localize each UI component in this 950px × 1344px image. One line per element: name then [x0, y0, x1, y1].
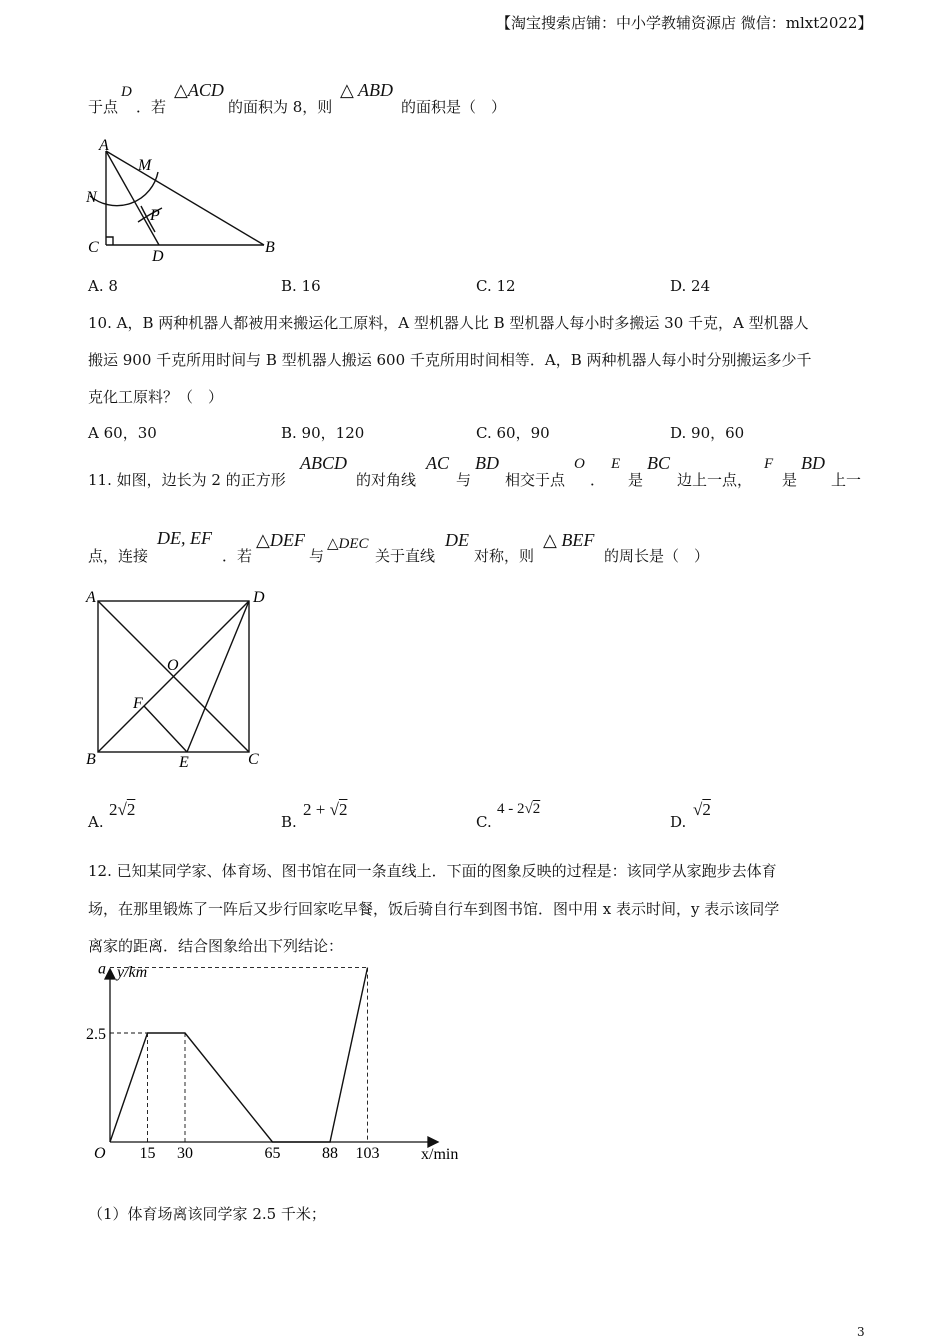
q9-label-p: P	[150, 207, 160, 224]
q11-option-a-expr: 2√2	[109, 800, 136, 819]
q11-var-de-ef: DE, EF	[157, 528, 212, 548]
q11-option-c-rad: 2	[532, 801, 541, 817]
q11-text-14: 对称，则	[474, 547, 535, 565]
q9-var-abd: △ ABD	[340, 80, 394, 100]
q12-line-3: 离家的距离．结合图象给出下列结论：	[88, 937, 344, 955]
q9-option-d: D. 24	[670, 277, 711, 295]
q11-option-a-label: A.	[88, 813, 104, 831]
q11-option-d-expr: √2	[693, 800, 711, 819]
q11-option-c-expr: 4 - 2√2	[497, 801, 541, 817]
page-header: 【淘宝搜索店铺：中小学教辅资源店 微信：mlxt2022】	[496, 14, 873, 32]
q11-var-dec: △DEC	[327, 536, 369, 552]
q11-option-b-label: B.	[281, 813, 297, 831]
q11-label-d: D	[253, 589, 265, 606]
chart-y-axis-arrow	[105, 969, 115, 979]
q11-var-bd-2: BD	[801, 453, 825, 473]
q9-label-c: C	[88, 239, 99, 256]
q9-option-b: B. 16	[281, 277, 321, 295]
q11-text-6: 是	[628, 471, 644, 489]
q10-option-d: D. 90，60	[670, 424, 745, 442]
chart-x-tick-88: 88	[322, 1145, 338, 1162]
chart-series-line	[110, 968, 368, 1142]
q9-var-d: D	[121, 84, 132, 100]
q11-text-3: 与	[456, 471, 472, 489]
chart-y-label: y/km	[117, 964, 148, 981]
q11-var-bef: △ BEF	[543, 530, 595, 550]
q11-var-f: F	[764, 456, 774, 472]
q11-var-def: △DEF	[256, 530, 305, 550]
q11-label-c: C	[248, 751, 259, 768]
q11-text-10: 点，连接	[88, 547, 149, 565]
chart-y-tick-2-5: 2.5	[86, 1026, 106, 1043]
q9-label-n: N	[86, 189, 97, 206]
q11-text-2: 的对角线	[356, 471, 417, 489]
chart-x-tick-103: 103	[355, 1145, 380, 1162]
q9-label-b: B	[265, 239, 275, 256]
q11-option-d-label: D.	[670, 813, 687, 831]
q9-text-3: 的面积为 8，则	[228, 98, 333, 116]
chart-origin-label: O	[94, 1145, 106, 1162]
q12-line-1: 12. 已知某同学家、体育场、图书馆在同一条直线上．下面的图象反映的过程是：该同学从家跑步去体育	[88, 862, 777, 880]
q11-var-de: DE	[445, 530, 469, 550]
q11-text-5: ．	[590, 471, 606, 489]
chart-y-tick-a: a	[98, 960, 106, 978]
q11-var-e: E	[611, 456, 621, 472]
q9-label-m: M	[138, 157, 152, 174]
q11-text-12: 与	[309, 547, 325, 565]
q11-option-b-rad: 2	[338, 800, 348, 819]
q11-option-a-rad: 2	[126, 800, 136, 819]
q10-option-c: C. 60，90	[476, 424, 550, 442]
q11-var-o: O	[574, 456, 585, 472]
q9-text-4: 的面积是（ ）	[401, 98, 507, 116]
q12-conclusion-1: （1）体育场离该同学家 2.5 千米；	[88, 1205, 326, 1223]
q10-line-2: 搬运 900 千克所用时间与 B 型机器人搬运 600 千克所用时间相等．A，B 两种机器人每小时分别搬运多少千	[88, 351, 812, 369]
q11-option-b-expr: 2 + √2	[303, 800, 348, 819]
q10-line-1: 10. A，B 两种机器人都被用来搬运化工原料，A 型机器人比 B 型机器人每小时多搬运 30 千克，A 型机器人	[88, 314, 809, 332]
q9-var-acd: △ACD	[174, 80, 224, 100]
q9-text-2: ．若	[136, 98, 167, 116]
q11-text-1: 11. 如图，边长为 2 的正方形	[88, 471, 286, 489]
q12-line-2: 场，在那里锻炼了一阵后又步行回家吃早餐，饭后骑自行车到图书馆．图中用 x 表示时间，y 表示该同学	[88, 900, 780, 918]
q11-var-bc: BC	[647, 453, 671, 473]
page-number: 3	[857, 1325, 865, 1339]
q11-option-a-coef: 2	[109, 800, 118, 819]
q11-text-4: 相交于点	[505, 471, 566, 489]
q11-label-f: F	[133, 695, 143, 712]
q11-text-8: 是	[782, 471, 798, 489]
q11-option-b-coef: 2 +	[303, 800, 326, 819]
q11-text-9: 上一	[831, 471, 862, 489]
q10-option-b: B. 90，120	[281, 424, 365, 442]
q11-option-c-coef: 4 - 2	[497, 801, 525, 817]
chart-x-tick-15: 15	[139, 1145, 156, 1162]
q11-label-o: O	[167, 657, 179, 674]
q11-text-15: 的周长是（ ）	[604, 547, 710, 565]
chart-x-tick-30: 30	[177, 1145, 193, 1162]
q11-var-abcd: ABCD	[300, 453, 347, 473]
q11-text-7: 边上一点，	[677, 471, 753, 489]
q11-option-d-rad: 2	[702, 800, 711, 819]
chart-x-label: x/min	[421, 1146, 459, 1163]
q11-var-ac: AC	[426, 453, 450, 473]
q11-label-a: A	[86, 589, 96, 606]
q9-option-c: C. 12	[476, 277, 516, 295]
q11-label-b: B	[86, 751, 96, 768]
q11-text-13: 关于直线	[375, 547, 436, 565]
q11-var-bd: BD	[475, 453, 499, 473]
q10-line-3: 克化工原料？（ ）	[88, 388, 224, 406]
q9-label-a: A	[99, 137, 109, 154]
q9-option-a: A. 8	[88, 277, 118, 295]
q11-label-e: E	[179, 754, 189, 771]
q9-label-d: D	[152, 248, 164, 265]
q11-option-c-label: C.	[476, 813, 492, 831]
q10-option-a: A 60，30	[88, 424, 157, 442]
q9-text-1: 于点	[88, 98, 119, 116]
chart-x-tick-65: 65	[264, 1145, 281, 1162]
q11-text-11: ．若	[222, 547, 253, 565]
